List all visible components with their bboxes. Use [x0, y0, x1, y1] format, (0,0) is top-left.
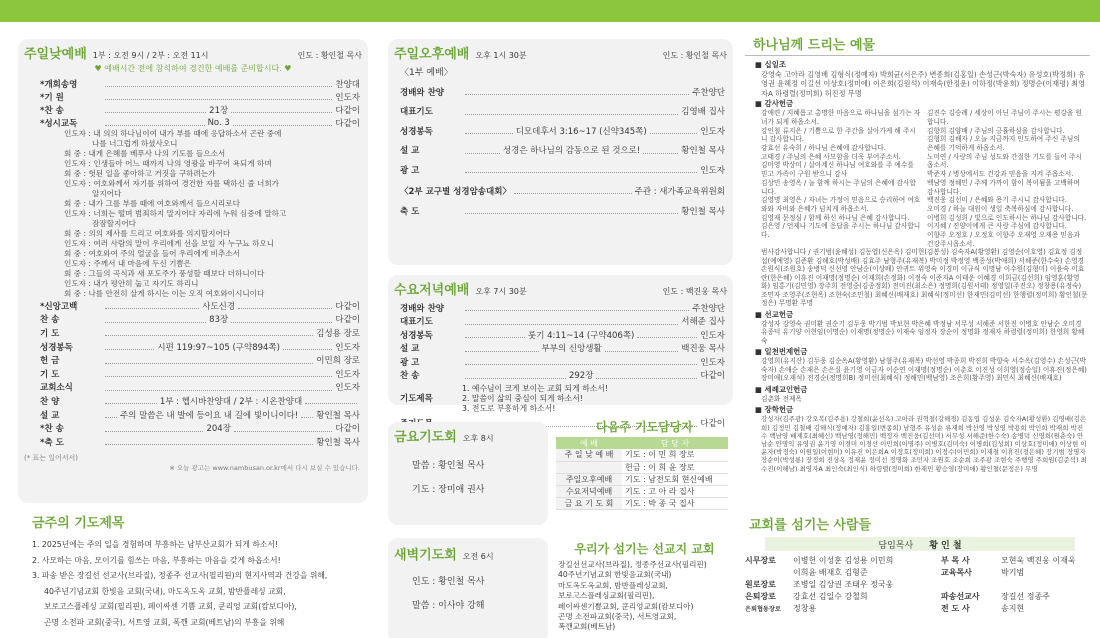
staff-table	[745, 554, 1090, 614]
afternoon-time: 오후 1시 30분	[475, 51, 527, 60]
duty-cell	[556, 461, 622, 473]
lords-prayer-row: 다같이	[400, 414, 725, 432]
order-row-text: 주의 말씀은 내 발에 등이요 내 길에 빛이니이다!	[119, 410, 299, 421]
standing-note: (* 표는 일어서서)	[24, 453, 78, 462]
order-row: *성시교독 No. 3 다같이	[40, 117, 360, 129]
part2-label: 〈2부 교구별 성경암송대회〉	[400, 186, 511, 197]
duty-cell: 주 일 낮 예 배	[556, 449, 622, 461]
top-bar	[0, 0, 1100, 22]
wednesday-order-list	[400, 301, 725, 382]
thanks-entry: 백남영 정해민 / 주께 가까이 함이 복이됨을 고백하며 감사합니다.	[927, 178, 1080, 196]
order-row: 설 교 주의 말씀은 내 발에 등이요 내 길에 빛이니이다! 황인철 목사	[40, 410, 361, 421]
duty-cell: 기도 : 고 아 라 집사	[622, 485, 728, 497]
duty-header: 예 배	[556, 437, 622, 449]
thanks-lists	[755, 109, 1088, 248]
litany-line: 인도자 : 주께서 내 마음에 두신 기쁨은	[64, 259, 192, 268]
litany-line: 인도자 : 너희는 떨며 범죄하지 말지어다 자리에 누워 심중에 말하고	[64, 209, 287, 218]
order-row: 광 고 인도자	[400, 165, 725, 176]
dawn-sermon: 말씀 : 이사야 강해	[412, 601, 485, 611]
litany-line: 인도자 : 내가 평안히 눕고 자기도 하리니	[64, 279, 199, 288]
sunday-time: 1부 : 오전 9시 / 2부 : 오전 11시	[92, 51, 209, 60]
thanks-entry: 김형희 김해자 / 오늘 지금까지 인도하여 주신 주님의 은혜를 기억하게 하옵소서.	[927, 135, 1080, 153]
prayer-topic-item: 곤명 소전파 교회(중국), 서트영 교회, 폭깬 교회(베트남)의 부흥을 위해	[44, 617, 285, 627]
offerings-title: 하나님께 드리는 예물	[753, 38, 876, 53]
next-week-duty	[556, 418, 733, 510]
friday-prayer: 기도 : 장미애 권사	[412, 485, 485, 495]
prayer-topics-list	[18, 537, 368, 630]
dawn-title: 새벽기도회	[394, 548, 457, 563]
afternoon-leader: 인도 : 황인철 목사	[662, 51, 727, 60]
thanks-entry: 백진웅 김선미 / 은혜와 용기 주시니 감사합니다.	[927, 196, 1067, 205]
thanks-entry: 이향주 오정호 / 오정호 이향주 오재영 오재용 믿음과 건강주시옵소서.	[927, 231, 1080, 248]
duty-cell: 기도 : 이 민 희 장로	[622, 449, 728, 461]
friday-title: 금요기도회	[394, 430, 457, 445]
order-row: 광 고 인도자	[400, 357, 725, 368]
prayer-topic-item: 1. 2025년에는 주의 일을 경험하며 부흥하는 남부산교회가 되게 하소서!	[32, 540, 279, 549]
sunday-worship-box	[18, 39, 368, 503]
duty-cell: 기도 : 박 종 국 집사	[622, 497, 728, 509]
prayer-topics-section	[18, 512, 368, 630]
staff-section	[745, 514, 1090, 614]
sunday-banner: ♥ 예배시간 전에 참석하여 경건한 예배를 준비합시다. ♥	[94, 64, 292, 73]
mission-line: 보로고스플레싱교회(필리핀),	[558, 591, 655, 601]
litany-line: 인도자 : 내 의의 하나님이여 내가 부를 때에 응답하소서 곤란 중에	[64, 129, 282, 138]
thanks-entry: 고태경 / 주님의 은혜 사모함을 더욱 부어주소서.	[761, 152, 901, 161]
prayer-topic-item: 2. 사모하는 마음, 모이기를 힘쓰는 마음, 부흥하는 마음을 갖게 하옵소서!	[32, 555, 281, 565]
prayer-topics-title: 금주의 기도제목	[32, 516, 125, 531]
thanks-entry: 김영명 최영은 / 자녀는 가정이 믿음으로 승리하여 여호와와 자비와 은혜가 넘치게 하옵소서.	[761, 196, 921, 213]
table-row	[556, 449, 728, 461]
thanks-entry: 김진수 김승례 / 세상이 아닌 주님이 주시는 평강을 원합니다.	[927, 109, 1082, 126]
order-row: *기 원 인도자	[40, 92, 360, 103]
scholarship-list: 강성자(김주광) 강오복(김주용) 강철희(윤선옥) 고아라 권혁철(강해경) 김동엽 김성운 김숙자A(황성환) 김영배(김은희) 김정민 김철배 김해식(정예자) 김홍일(변종희) 남형주 유성순 류재희 박선영 박성영 박용희 박인희 박재희 박진수 백남영 배제호(최혜신) 백남영(정해민) 백정자 백진웅(김선미) 서무성 서해준(한수숙) 송병덕 신영희(원춘숙) 안남순 안명익 유영권 윤기영 이경미 이경선 이민희(이명주) 이병호(김미숙) 이병희(김성희) 이상호(정미애) 이상현 이윤자(박정숙) 이원일(이현미) 이유진 이은희A 이정호(정미희) 이정수(이민희) 이재철 이휴진(정은혜) 장기범 장명자 장순이(박성룡) 장정희 전상옥 정재윤 정미선 정명화 조민자 조원호 조순희 조주광 조현숙 주행영 주희원(김준석) 최수진(이해남) 최영자A 최인숙(최인식) 하령렬(정미희) 한재민 황승영(장미애) 황인철(문정은) 무명	[761, 415, 1087, 473]
wednesday-leader: 인도 : 백진웅 목사	[662, 287, 727, 296]
missions-section	[556, 540, 733, 633]
thanks-entry: 강효선 유숙희 / 하나님 은혜에 감사합니다.	[761, 144, 886, 153]
thanks-entry: 강애련 / 지혜롭고 총명한 마음으로 하나님을 섬기는 자녀가 되게 하옵소서.	[761, 109, 921, 126]
order-row: *찬 송 204장 다같이	[40, 424, 361, 435]
dawn-time: 오전 6시	[462, 552, 494, 561]
litany-line: 회 중 : 그들의 곡식과 새 포도주가 풍성할 때보다 더하니이다	[64, 269, 265, 278]
website-note: ※ 오늘 광고는 www.nambusan.or.kr에서 다시 보실 수 있습니다.	[169, 463, 360, 472]
thanks-entry: 김은영 / 언제나 기도에 응답을 주시는 하나님 감사합니다.	[761, 222, 921, 240]
thanks-entry: 김상민 송영옥 / 늘 함께 하시는 주님의 은혜에 감사합니다.	[761, 178, 916, 196]
sunday-leader: 인도 : 황인철 목사	[297, 51, 362, 60]
thanks-entry: 강인철 류지은 / 기쁨으로 한 주간을 살아가게 해 주시니 감사합니다.	[761, 126, 916, 144]
order-row: *개회송영 찬양대	[40, 79, 360, 90]
litany-line: 회 중 : 나를 안전히 살게 하시는 이는 오직 여호와이시니이다	[64, 289, 265, 298]
order-row: 성경봉독 디모데후서 3:16~17 (신약345쪽) 인도자	[400, 126, 725, 137]
thanks-entry: 박준자 / 병상에서도 건강과 믿음을 지켜 주옵소서.	[927, 170, 1074, 179]
order-row-text: 83장	[209, 315, 229, 326]
sunday-column	[18, 22, 368, 627]
order-row: 설 교 성경은 하나님의 감동으로 된 것으로! 황인철 목사	[400, 146, 725, 157]
order-row: 경배와 찬양 주찬양단	[400, 87, 725, 98]
order-row-text: 1부 : 헵시바찬양대 / 2부 : 시온찬양대	[159, 396, 303, 407]
order-row: 경배와 찬양 주찬양단	[400, 303, 725, 314]
staff-title: 교회를 섬기는 사람들	[749, 518, 872, 533]
missions-title: 우리가 섬기는 선교지 교회	[574, 542, 715, 556]
next-week-title: 다음주 기도담당자	[596, 420, 693, 434]
friday-prayer-box	[388, 422, 548, 525]
table-row	[556, 473, 728, 485]
order-row: 헌 금 이민희 장로	[40, 356, 360, 367]
prayer-topic-item: 3. 파송 받은 장길선 선교사(브라질), 정종주 선교사(필리핀)의 현지사역과 건강을 위해,	[32, 571, 328, 580]
duty-cell: 기도 : 남전도회 현신예배	[622, 473, 728, 485]
order-row-text: 21장	[209, 105, 229, 116]
order-row: 찬 송 292장 다같이	[400, 371, 726, 382]
wednesday-prayer-item: 3. 전도로 부흥하게 하소서!	[462, 404, 556, 413]
staff-row: 시무장로 이병헌 이성훈 김성용 이민희 부 목 사 모현욱 백진웅 이재욱	[745, 555, 1076, 565]
duty-cell: 수요저녁예배	[556, 485, 622, 497]
thanks-entry: 김미영 박상미 / 살아계신 하나님 여호와를 주 예수를 믿고 가족이 구원 받으니 감사	[761, 161, 914, 179]
order-row: 찬 송 83장 다같이	[40, 315, 361, 326]
staff-row: 은퇴장로 강효선 김일수 강철희 파송선교사 장길선 정종주	[745, 591, 1050, 601]
order-row: *찬 송 21장 다같이	[40, 105, 361, 116]
wednesday-prayer-item: 1. 예수님이 크게 보이는 교회 되게 하소서!	[462, 384, 608, 393]
litany-text	[40, 129, 360, 299]
wednesday-prayer-block	[400, 384, 725, 414]
thanks-entry: 노미연 / 사랑의 주님 성도와 간절한 기도를 들어 주시옵소서.	[927, 152, 1082, 170]
order-row: 기 도 인도자	[40, 369, 360, 380]
duty-cell: 금 요 기 도 회	[556, 497, 622, 509]
afternoon-title: 주일오후예배	[394, 47, 470, 62]
wednesday-time: 오후 7시 30분	[475, 287, 527, 296]
tithe-list: 강영숙 고아라 김영배 김형식(정예자) 박희균(서은주) 변종희(김홍일) 손성근(박숙자) 유성호(박정희) 유영권 윤혜정 이길선 이상호(정미애) 이은희(김원석) 이재숙(한정운) 이하정(박윤희) 정명순(이재평) 최영자A 하령렬(정미희) 허진정 무명	[761, 70, 1086, 98]
order-row-text: 룻기 4:11~14 (구약406쪽)	[528, 330, 635, 341]
order-row: 설 교 부부의 신앙생활 백진웅 목사	[400, 344, 726, 355]
table-row	[556, 497, 728, 509]
thanks-extra: 범사감사합니다 / 권기범(윤혜성) 김동엽(신은옥) 김미현(김봉성) 김숙자A(황영환) 김영순(이호영) 김효정 김정섭(예예영) 김준환 김해호(박성배) 김효주 남형주(유재복) 박미정 박정영 백종성(박애희) 서해준(한수숙) 손영경 손원식(조원호) 송병덕 신선영 안남순(이상배) 안귀트 위영숙 이경미 이규식 이명남 이수원(김형미) 이윤숙 이효란(한은혜) 이휴진 이재명(정명순) 이재희(손정화) 이정숙 이준자A 이태운 이혜경 이희금(김선희) 임영훈(황영화) 임홍기(김민영) 장주희 전영중(김종정회) 전미진(최소은) 정명희(김원서태) 정영일(주진오) 정창용(유정숙) 조민자 조영주(조현옥) 조현숙(조민철) 최혜신(배재호) 최혜식(정미선) 한재민(김미선) 한행렬(정미희) 황인철(문정은) 무명환 무명	[761, 248, 1088, 308]
order-row: 교회소식 인도자	[40, 383, 360, 394]
missions-list	[556, 560, 733, 633]
sunday-header	[18, 43, 368, 63]
order-row-text: 시편 119:97~105 (구약894쪽)	[157, 342, 280, 353]
thanks-entry: 이지혜 / 진양이에게 큰 사랑 주심에 감사합니다.	[927, 222, 1067, 231]
thanks-entry: 김향희 김양배 / 주님의 긍휼하심을 감사합니다.	[927, 126, 1065, 135]
staff-row: 이희윤 배재호 김형준 교육목사 박기범	[793, 567, 1025, 577]
litany-line: 회 중 : 헛된 일을 좋아하고 거짓을 구하려는가	[64, 169, 216, 178]
prayer-topic-item: 보로고스플레싱 교회(필리핀), 페이싸센 기쁨 교회, 쿤리엉 교회(캄보디아),	[44, 602, 297, 611]
mission-line: 장길선선교사(브라질), 정종주선교사(필리핀)	[558, 560, 707, 569]
litany-line: 인도자 : 여호와께서 자기를 위하여 경건한 자를 택하신 줄 너희가	[64, 179, 280, 188]
thanks-entry: 이병희 김성희 / 빛으로 인도하시는 하나님 감사합니다.	[927, 213, 1087, 222]
order-row: *신앙고백 사도신경 다같이	[40, 301, 360, 312]
next-week-table	[556, 437, 728, 510]
baptized-offering-list: 김춘화 전제옥	[761, 394, 802, 403]
sunday-order-list-2	[40, 299, 360, 449]
offerings-column	[745, 22, 1090, 613]
litany-line: 알지어다	[92, 189, 122, 198]
sunday-order-list	[40, 77, 360, 129]
sunday-title: 주일낮예배	[24, 47, 87, 62]
table-row	[556, 485, 728, 497]
thanks-entry: 김영재 문정심 / 함께 하신 하나님 은혜 감사합니다.	[761, 213, 910, 222]
litany-line: 잠잠할지어다	[92, 219, 137, 228]
friday-sermon: 말씀 : 황인철 목사	[412, 461, 485, 471]
order-row-text: No. 3	[207, 117, 230, 128]
staff-row: 은퇴협동장로 정창용 전 도 사 송지현	[745, 603, 1025, 613]
afternoon-worship-box	[388, 39, 733, 265]
mission-line: 폭깬교회(베트남)	[558, 622, 616, 632]
senior-pastor: 담임목사 황 인 철	[765, 537, 1075, 551]
dawn-prayer-box	[388, 538, 548, 638]
duty-header: 담 당 자	[622, 437, 728, 449]
order-row-text: 사도신경	[202, 301, 236, 312]
part2-lead: 주관 : 새가족교육위원회	[634, 186, 725, 197]
duty-cell: 헌금 : 이 희 윤 장로	[622, 461, 728, 473]
dawn-leader: 인도 : 황인철 목사	[412, 577, 485, 587]
litany-line: 회 중 : 의의 제사를 드리고 여호와를 의지할지어다	[64, 229, 231, 238]
part2-row	[400, 180, 725, 202]
afternoon-order-list	[400, 82, 725, 180]
wednesday-prayer-label: 기도제목	[400, 394, 433, 404]
litany-line: 인도자 : 여러 사람의 말이 우리에게 선을 보일 자 누구뇨 하오니	[64, 239, 275, 248]
mission-line: 곤명 소전파교회(중국), 서트영교회,	[558, 612, 677, 622]
order-row-text: 204장	[206, 424, 231, 435]
order-row: 찬 양 1부 : 헵시바찬양대 / 2부 : 시온찬양대	[40, 394, 360, 408]
order-row: 성경봉독 시편 119:97~105 (구약894쪽) 인도자	[40, 342, 360, 353]
afternoon-benediction-row: 축 도 황인철 목사	[400, 206, 725, 217]
order-row-text: 성경은 하나님의 감동으로 된 것으로!	[502, 146, 641, 157]
litany-line: 회 중 : 여호와여 주의 얼굴을 들어 우리에게 비추소서	[64, 249, 240, 258]
order-row: 성경봉독 룻기 4:11~14 (구약406쪽) 인도자	[400, 330, 726, 341]
duty-cell: 주일오후예배	[556, 473, 622, 485]
burnt-offering-list: 강영희(유지산) 김두웅 김순옥A(황영환) 남형주(유재복) 박선영 박종희 박진희 박향숙 서수옥(김영수) 손성근(박숙자) 손애순 손재은 손은실 윤기영 이금자 이순연 이재명(정명순) 이춘호 이진성 이희영(정승일) 이휴진(정은혜) 장미애(오재석) 전경순(정명희B) 정미선(최혜식) 정해민(백남영) 조은희(황주영) 최민식 최혜신(배재호)	[761, 357, 1087, 383]
staff-row: 원로장로 조병일 김상권 조태우 정국웅	[745, 579, 894, 589]
order-row-text: 부부의 신앙생활	[541, 344, 602, 355]
order-row: 대표기도 김영배 집사	[400, 107, 725, 118]
litany-line: 회 중 : 내가 그를 부를 때에 여호와께서 들으시리로다	[64, 199, 240, 208]
wednesday-prayer-list	[462, 384, 608, 414]
wednesday-prayer-item: 2. 말씀이 삶의 중심이 되게 하소서!	[462, 394, 583, 403]
offerings-body: ■ 십일조 강영숙 고아라 김영배 김형식(정예자) 박희균(서은주) 변종희(김홍일) 손성근(박숙자) 유성호(박정희) 유영권 윤혜정 이길선 이상호(정미애) 이은희(김원석) 이재숙(한정운) 이하정(박윤희) 정명순(이재평) 최영자A 하령렬(정미희) 허진정 무명 ■ 감사헌금 강애련 / 지혜롭고 총명한 마음으로 하나님을 섬기는 자녀가 되게 하옵소서. 강인철 류지은 / 기쁨으로 한 주간을 살아가게 해 주시니 감사합니다. 강효선 유숙희 / 하나님 은혜에 감사합니다. 고태경 / 주님의 은혜 사모함을 더욱 부어주소서. 김미영 박상미 / 살아계신 하나님 여호와를 주 예수를 믿고 가족이 구원 받으니 감사 김상민 송영옥 / 늘 함께 하시는 주님의 은혜에 감사합니다. 김영명 최영은 / 자녀는 가정이 믿음으로 승리하여 여호와와 자비와 은혜가 넘치게 하옵소서. 김영재 문정심 / 함께 하신 하나님 은혜 감사합니다. 김은영 / 언제나 기도에 응답을 주시는 하나님 감사합니다. 김진수 김승례 / 세상이 아닌 주님이 주시는 평강을 원합니다. 김향희 김양배 / 주님의 긍휼하심을 감사합니다. 김형희 김해자 / 오늘 지금까지 인도하여 주신 주님의 은혜를 기억하게 하옵소서. 노미연 / 사랑의 주님 성도와 간절한 기도를 들어 주시옵소서. 박준자 / 병상에서도 건강과 믿음을 지켜 주옵소서. 백남영 정해민 / 주께 가까이 함이 복이됨을 고백하며 감사합니다. 백진웅 김선미 / 은혜와 용기 주시니 감사합니다. 오미경 / 하늘 대원이 생일 축복하심에 감사합니다. 이병희 김성희 / 빛으로 인도하시는 하나님 감사합니다. 이지혜 / 진양이에게 큰 사랑 주심에 감사합니다. 이향주 오정호 / 오정호 이향주 오재영 오재용 믿음과 건강주시옵소서. 범사감사합니다 / 권기범(윤혜성) 김동엽(신은옥) 김미현(김봉성) 김숙자A(황영환) 김영순(이호영) 김효정 김정섭(예예영) 김준환 김해호(박성배) 김효주 남형주(유재복) 박미정 박정영 백종성(박애희) 서해준(한수숙) 손영경 손원식(조원호) 송병덕 신선영 안남순(이상배) 안귀트 위영숙 이경미 이규식 이명남 이수원(김형미) 이윤숙 이효란(한은혜) 이휴진 이재명(정명순) 이재희(손정화) 이정숙 이준자A 이태운 이혜경 이희금(김선희) 임영훈(황영화) 임홍기(김민영) 장주희 전영중(김종정회) 전미진(최소은) 정명희(김원서태) 정영일(주진오) 정창용(유정숙) 조민자 조영주(조현옥) 조현숙(조민철) 최혜신(배재호) 최혜식(정미선) 한재민(김미선) 한행렬(정미희) 황인철(문정은) 무명환 무명 ■ 선교헌금 강성자 강영숙 권미환 권순기 김두웅 박기범 박보현 박은혜 박정남 서무성 서해준 서한진 이병호 안남순 오미경 유종덕 유기양 이현임(이명순) 이재명(정명순) 이재숙 임정자 장순이 정명화 정재자 하령렬(정미희) 한영희 황혜숙 ■ 일천번제헌금 강영희(유지산) 김두웅 김순옥A(황영환) 남형주(유재복) 박선영 박종희 박진희 박향숙 서수옥(김영수) 손성근(박숙자) 손애순 손재은 손은실 윤기영 이금자 이순연 이재명(정명순) 이춘호 이진성 이희영(정승일) 이휴진(정은혜) 장미애(오재석) 전경순(정명희B) 정미선(최혜식) 정해민(백남영) 조은희(황주영) 최민식 최혜신(배재호) ■ 세례교인헌금 김춘화 전제옥 ■ 장학헌금 강성자(김주광) 강오복(김주용) 강철희(윤선옥) 고아라 권혁철(강해경) 김동엽 김성운 김숙자A(황성환) 김영배(김은희) 김정민 김철배 김해식(정예자) 김홍일(변종희) 남형주 유성순 류재희 박선영 박성영 박용희 박인희 박재희 박진수 백남영 배제호(최혜신) 백남영(정해민) 백정자 백진웅(김선미) 서무성 서해준(한수숙) 송병덕 신영희(원춘숙) 안남순 안명익 유영권 윤기영 이경미 이경선 이민희(이명주) 이병호(김미숙) 이병희(김성희) 이상호(정미애) 이상현 이윤자(박정숙) 이원일(이현미) 이유진 이은희A 이정호(정미희) 이정수(이민희) 이재철 이휴진(정은혜) 장기범 장명자 장순이(박성룡) 장정희 전상옥 정재윤 정미선 정명화 조민자 조원호 조순희 조주광 조현숙 주행영 주희원(김준석) 최수진(이해남) 최영자A 최인숙(최인식) 하령렬(정미희) 한재민 황승영(장미애) 황인철(문정은) 무명	[745, 55, 1090, 481]
order-row: 기 도 김성용 장로	[40, 328, 360, 339]
litany-line: 회 중 : 내게 은혜를 베푸사 나의 기도를 들으소서	[64, 149, 226, 158]
mission-line: 마도옥도옥교회, 밤반플레싱교회,	[558, 580, 668, 590]
mission-offering-list: 강성자 강영숙 권미환 권순기 김두웅 박기범 박보현 박은혜 박정남 서무성 서해준 서한진 이병호 안남순 오미경 유종덕 유기양 이현임(이명순) 이재명(정명순) 이재숙 임정자 장순이 정명화 정재자 하령렬(정미희) 한영희 황혜숙	[761, 319, 1085, 345]
wednesday-title: 수요저녁예배	[394, 283, 470, 298]
part1-label: 〈1부 예배〉	[400, 68, 453, 78]
order-row: 대표기도 서해준 집사	[400, 317, 725, 328]
order-row: *축 도 황인철 목사	[40, 437, 360, 448]
order-row-text: 디모데후서 3:16~17 (신약345쪽)	[515, 126, 647, 137]
mission-line: 페이싸센기쁨교회, 쿤리엉교회(캄보디아)	[558, 601, 694, 611]
litany-line: 나를 너그럽게 하셨사오니	[92, 139, 178, 148]
mission-line: 40주년기념교회 한빛음교회(국내)	[558, 570, 672, 580]
table-row	[556, 461, 728, 473]
thanks-entry: 오미경 / 하늘 대원이 생일 축복하심에 감사합니다.	[927, 204, 1074, 213]
prayer-topic-item: 40주년기념교회 한빛음 교회(국내), 마도옥도옥 교회, 밤반플레싱 교회,	[44, 586, 286, 596]
order-row-text: 292장	[568, 371, 594, 382]
litany-line: 인도자 : 인생들아 어느 때까지 나의 영광을 바꾸어 욕되게 하며	[64, 159, 272, 168]
friday-time: 오후 8시	[462, 434, 494, 443]
